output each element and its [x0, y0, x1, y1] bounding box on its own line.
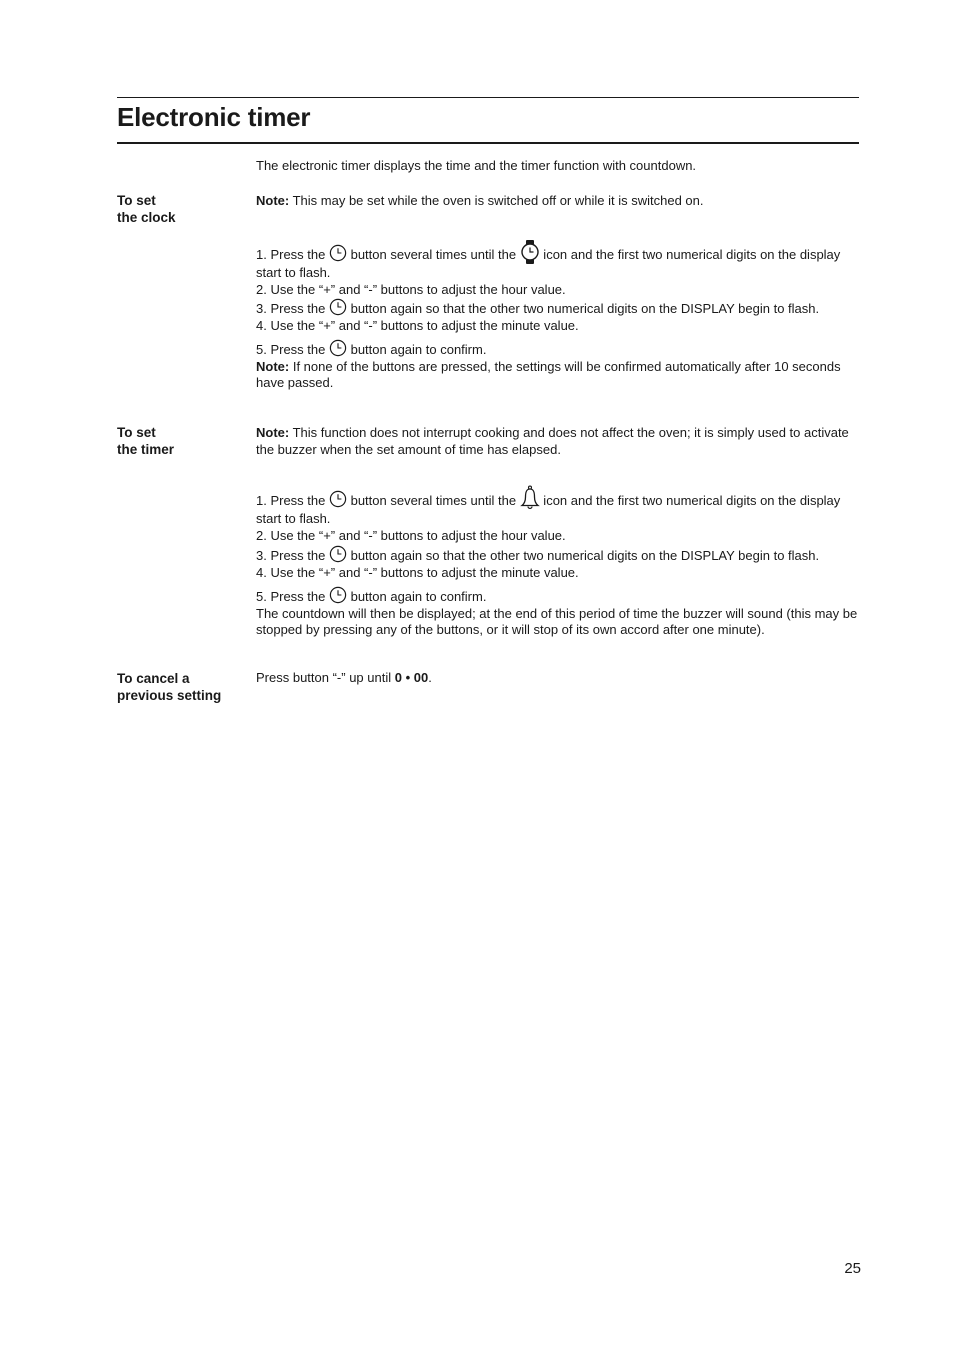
clock-step5: 5. Press the button again to confirm. — [256, 339, 860, 359]
cancel-heading-line1: To cancel a — [117, 671, 190, 686]
clock-step4: 4. Use the “+” and “-” buttons to adjust the minute value. — [256, 317, 579, 333]
timer-note — [256, 425, 860, 458]
clock-steps-3-4 — [256, 298, 860, 334]
timer-step3: 3. Press the button again so that the other two numerical digits on the DISPLAY begin to flash. — [256, 545, 860, 565]
cancel-block — [256, 670, 860, 687]
clock-note — [256, 193, 860, 210]
clock-button-icon — [329, 490, 347, 508]
clock-note-text: This may be set while the oven is switched off or while it is switched on. — [289, 193, 704, 208]
clock-heading-line2: the clock — [117, 210, 176, 225]
timer-note-text: This function does not interrupt cooking and does not affect the oven; it is simply used to activate the buzzer when the set amount of time has elapsed. — [256, 425, 849, 457]
cancel-text: Press button “-” up until 0 • 00. — [256, 670, 432, 685]
top-rule — [117, 97, 859, 98]
timer-step4: 4. Use the “+” and “-” buttons to adjust the minute value. — [256, 564, 579, 580]
timer-heading-line1: To set — [117, 425, 156, 440]
watch-icon — [520, 239, 540, 265]
note-label: Note: — [256, 425, 290, 440]
clock-step3: 3. Press the button again so that the other two numerical digits on the DISPLAY begin to flash. — [256, 298, 860, 318]
timer-heading-line2: the timer — [117, 442, 175, 457]
clock-step2: 2. Use the “+” and “-” buttons to adjust the hour value. — [256, 281, 566, 297]
clock-button-icon — [329, 244, 347, 262]
clock-steps-1-2 — [256, 239, 860, 298]
cancel-heading-line2: previous setting — [117, 688, 222, 703]
timer-countdown: The countdown will then be displayed; at the end of this period of time the buzzer will sound (this may be stopped by pressing any of the buttons, or it will stop of its own accord after one minute). — [256, 605, 858, 637]
clock-button-icon — [329, 298, 347, 316]
page-title: Electronic timer — [117, 102, 311, 132]
clock-button-icon — [329, 545, 347, 563]
cancel-heading — [117, 670, 247, 704]
timer-steps-3-4 — [256, 545, 860, 581]
bell-icon — [520, 485, 540, 511]
clock-step5-block — [256, 339, 860, 392]
timer-step5-block — [256, 586, 860, 639]
clock-button-icon — [329, 586, 347, 604]
reset-value: 0 • 00 — [394, 670, 429, 685]
title-underline — [117, 142, 859, 144]
note-label: Note: — [256, 193, 290, 208]
intro-block — [256, 158, 860, 175]
timer-step2: 2. Use the “+” and “-” buttons to adjust the hour value. — [256, 527, 566, 543]
timer-heading — [117, 424, 247, 458]
clock-note2: Note: If none of the buttons are pressed, the settings will be confirmed automatically after 10 seconds have passed. — [256, 358, 841, 390]
timer-step1: 1. Press the button several times until the icon and the first two numerical digits on the display start to flash. — [256, 485, 860, 528]
timer-steps-1-2 — [256, 485, 860, 544]
clock-heading — [117, 192, 247, 226]
clock-button-icon — [329, 339, 347, 357]
clock-heading-line1: To set — [117, 193, 156, 208]
timer-step5: 5. Press the button again to confirm. — [256, 586, 860, 606]
page-number: 25 — [844, 1260, 861, 1277]
clock-step1: 1. Press the button several times until the icon and the first two numerical digits on the display start to flash. — [256, 239, 860, 282]
intro-text: The electronic timer displays the time and the timer function with countdown. — [256, 158, 697, 173]
